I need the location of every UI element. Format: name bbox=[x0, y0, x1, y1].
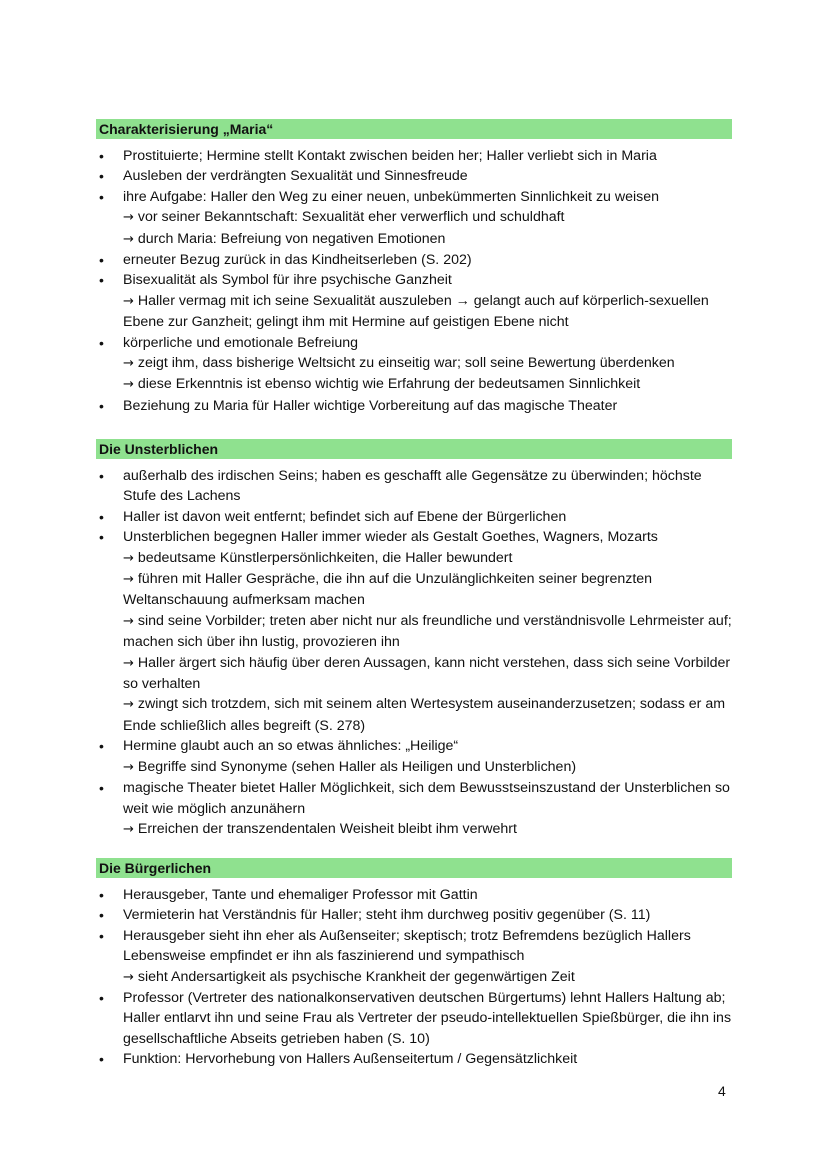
list-item bbox=[96, 885, 732, 905]
list-item-text: Prostituierte; Hermine stellt Kontakt zwischen beiden her; Haller verliebt sich in Maria bbox=[123, 148, 657, 164]
sub-point bbox=[123, 569, 732, 611]
list-item-text: Herausgeber, Tante und ehemaliger Professor mit Gattin bbox=[123, 887, 478, 903]
sub-point-text: führen mit Haller Gespräche, die ihn auf die Unzulänglichkeiten seiner begrenzten Weltanschauung aufmerksam machen bbox=[123, 571, 653, 609]
arrow-icon: → bbox=[123, 293, 134, 309]
sub-point bbox=[123, 819, 732, 840]
list-item-text: Unsterblichen begegnen Haller immer wieder als Gestalt Goethes, Wagners, Mozarts bbox=[123, 529, 658, 546]
list-item-text: Bisexualität als Symbol für ihre psychische Ganzheit bbox=[123, 272, 452, 289]
list-item-text: ihre Aufgabe: Haller den Weg zu einer neuen, unbekümmerten Sinnlichkeit zu weisen bbox=[123, 188, 660, 205]
list-item bbox=[96, 187, 732, 250]
sub-point bbox=[123, 374, 732, 395]
list-item bbox=[96, 988, 732, 1049]
arrow-icon: → bbox=[123, 210, 134, 226]
list-item-text: Hermine glaubt auch an so etwas ähnliches: „Heilige“ bbox=[123, 738, 459, 755]
sub-point bbox=[123, 611, 732, 653]
list-item bbox=[96, 926, 732, 988]
arrow-icon: → bbox=[123, 969, 134, 985]
list-item-text: magische Theater bietet Haller Möglichkeit, sich dem Bewusstseinszustand der Unsterblichen so weit wie möglich anzunähern bbox=[123, 780, 730, 817]
sub-point-text: zwingt sich trotzdem, sich mit seinem alten Wertesystem auseinanderzusetzen; sodass er am Ende schließlich alles begreift (S. 278) bbox=[123, 696, 726, 734]
sub-point bbox=[123, 548, 732, 569]
list-item bbox=[96, 146, 732, 166]
sub-point bbox=[123, 967, 732, 988]
list-item bbox=[96, 736, 732, 778]
list-item-text: Professor (Vertreter des nationalkonservativen deutschen Bürgertums) lehnt Hallers Haltung ab; Haller entlarvt ihn und seine Frau als Vertreter der pseudo-intellektuellen Spießbürger, die ihn ins gesellschaftliche Abseits getrieben haben (S. 10) bbox=[123, 990, 732, 1047]
sub-point bbox=[123, 291, 732, 333]
list-item bbox=[96, 270, 732, 332]
section-maria bbox=[96, 119, 732, 416]
list-item bbox=[96, 1049, 732, 1069]
sub-point-text: bedeutsame Künstlerpersönlichkeiten, die Haller bewundert bbox=[137, 549, 513, 566]
arrow-icon: → bbox=[123, 759, 134, 775]
bullet-list bbox=[96, 885, 732, 1070]
section-heading: Die Unsterblichen bbox=[96, 439, 732, 459]
page-number: 4 bbox=[718, 1083, 726, 1099]
sub-point bbox=[123, 653, 732, 695]
arrow-icon: → bbox=[123, 231, 134, 247]
arrow-icon: → bbox=[123, 356, 134, 372]
sub-point-text: sieht Andersartigkeit als psychische Krankheit der gegenwärtigen Zeit bbox=[137, 968, 575, 985]
sub-point-text: Haller vermag mit ich seine Sexualität auszuleben → gelangt auch auf körperlich-sexuellen Ebene zur Ganzheit; gelingt ihm mit Hermine auf geistigen Ebene nicht bbox=[123, 292, 709, 331]
sub-point-text: Begriffe sind Synonyme (sehen Haller als Heiligen und Unsterblichen) bbox=[137, 758, 577, 775]
arrow-icon: → bbox=[123, 572, 134, 588]
bullet-list bbox=[96, 466, 732, 840]
list-item-text: Ausleben der verdrängten Sexualität und Sinnesfreude bbox=[123, 168, 468, 185]
sub-point-text: Erreichen der transzendentalen Weisheit bleibt ihm verwehrt bbox=[137, 820, 517, 837]
sub-point-text: vor seiner Bekanntschaft: Sexualität eher verwerflich und schuldhaft bbox=[137, 209, 565, 226]
sub-point-text: sind seine Vorbilder; treten aber nicht nur als freundliche und verständnisvolle Lehrmeister auf; machen sich über ihn lustig, provozieren ihn bbox=[123, 612, 732, 651]
list-item-text: Herausgeber sieht ihn eher als Außenseiter; skeptisch; trotz Befremdens bezüglich Hallers Lebensweise empfindet er ihn als faszinierend und sympathisch bbox=[123, 927, 691, 965]
list-item bbox=[96, 396, 732, 416]
list-item bbox=[96, 905, 732, 925]
sub-point bbox=[123, 694, 732, 736]
sub-point bbox=[123, 353, 732, 374]
section-unsterblichen bbox=[96, 439, 732, 840]
list-item bbox=[96, 466, 732, 507]
sub-point bbox=[123, 757, 732, 778]
list-item-text: Beziehung zu Maria für Haller wichtige Vorbereitung auf das magische Theater bbox=[123, 397, 618, 414]
list-item-text: erneuter Bezug zurück in das Kindheitserleben (S. 202) bbox=[123, 252, 472, 269]
section-heading: Die Bürgerlichen bbox=[96, 858, 732, 878]
list-item bbox=[96, 166, 732, 186]
arrow-icon: → bbox=[123, 697, 134, 713]
list-item-text: körperliche und emotionale Befreiung bbox=[123, 334, 359, 351]
list-item-text: Funktion: Hervorhebung von Hallers Außenseitertum / Gegensätzlichkeit bbox=[123, 1051, 578, 1068]
arrow-icon: → bbox=[123, 550, 134, 566]
list-item bbox=[96, 527, 732, 736]
list-item bbox=[96, 507, 732, 527]
sub-point-text: zeigt ihm, dass bisherige Weltsicht zu einseitig war; soll seine Bewertung überdenken bbox=[137, 355, 675, 372]
list-item bbox=[96, 778, 732, 840]
arrow-icon: → bbox=[123, 377, 134, 393]
sub-point bbox=[123, 229, 732, 250]
list-item bbox=[96, 333, 732, 396]
section-buergerlichen bbox=[96, 858, 732, 1070]
section-heading: Charakterisierung „Maria“ bbox=[96, 119, 732, 139]
list-item bbox=[96, 250, 732, 270]
arrow-icon: → bbox=[123, 655, 134, 671]
list-item-text: Vermieterin hat Verständnis für Haller; steht ihm durchweg positiv gegenüber (S. 11) bbox=[123, 907, 651, 924]
sub-point bbox=[123, 207, 732, 228]
sub-point-text: durch Maria: Befreiung von negativen Emotionen bbox=[137, 230, 446, 247]
sub-point-text: diese Erkenntnis ist ebenso wichtig wie Erfahrung der bedeutsamen Sinnlichkeit bbox=[137, 376, 641, 393]
list-item-text: Haller ist davon weit entfernt; befindet sich auf Ebene der Bürgerlichen bbox=[123, 508, 567, 525]
sub-point-text: Haller ärgert sich häufig über deren Aussagen, kann nicht verstehen, dass sich seine Vorbilder so verhalten bbox=[123, 654, 731, 693]
arrow-icon: → bbox=[123, 821, 134, 837]
bullet-list bbox=[96, 146, 732, 416]
arrow-icon: → bbox=[123, 613, 134, 629]
list-item-text: außerhalb des irdischen Seins; haben es geschafft alle Gegensätze zu überwinden; höchste Stufe des Lachens bbox=[123, 468, 702, 505]
